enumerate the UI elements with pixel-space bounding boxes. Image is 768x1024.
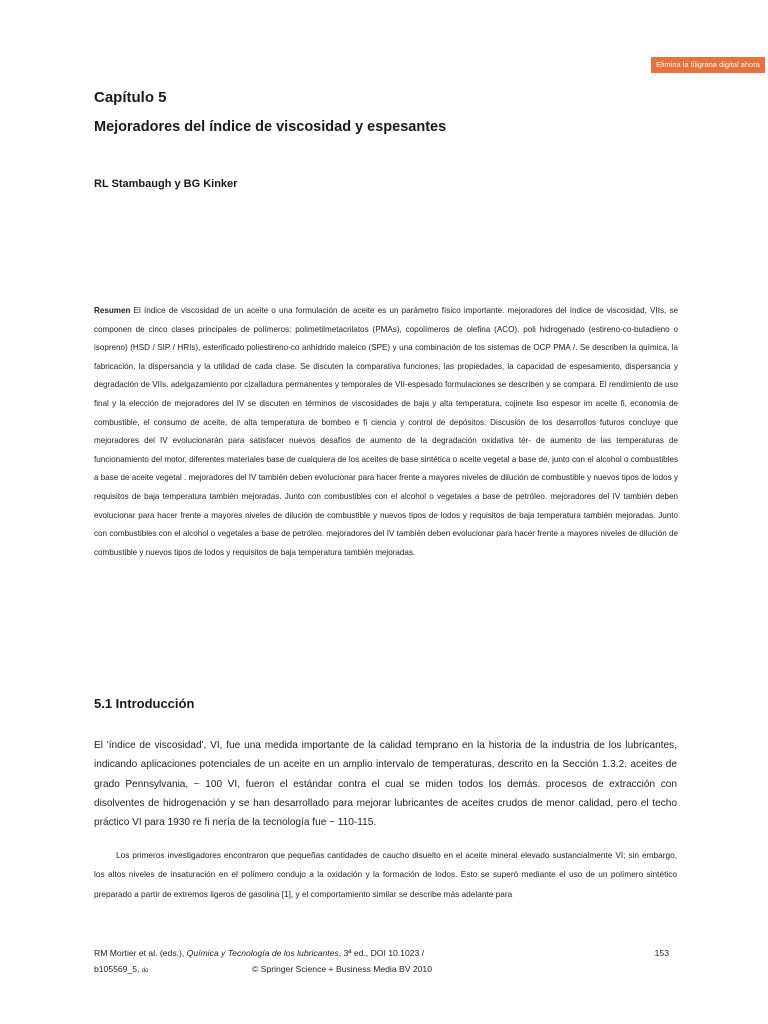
intro-paragraph-2: Los primeros investigadores encontraron que pequeñas cantidades de caucho disuelto en el aceite mineral elevado sustancialmente VI; sin embargo, los altos niveles de insaturación en el polímero condujo a la oxidación y la formación de lodos. Esto se superó mediante el uso de un polímero sintético preparado a partir de extremos ligeros de gasolina [1], y el comportamiento similar se describe más adelante para bbox=[94, 850, 677, 899]
chapter-title: Mejoradores del índice de viscosidad y espesantes bbox=[94, 119, 447, 135]
abstract-label: Resumen bbox=[94, 306, 131, 315]
chapter-number: Capítulo 5 bbox=[94, 89, 167, 106]
footer-edition-doi: , 3ª ed., DOI 10.1023 / bbox=[338, 948, 425, 958]
authors: RL Stambaugh y BG Kinker bbox=[94, 178, 238, 190]
intro-paragraph-1: El 'índice de viscosidad', VI, fue una medida importante de la calidad temprano en la historia de la industria de los lubricantes, indicando aplicaciones potenciales de un aceite en un amplio intervalo de temperaturas, descrito en la Sección 1.3.2. aceites de grado Pennsylvania, ~ 100 VI, fueron el estándar contra el cual se miden todos los demás. procesos de extracción con disolventes de hidrogenación y se han desarrollado para mejorar lubricantes de aceites crudos de menor calidad, pero el techo práctico VI para 1930 re fi nería de la tecnología fue ~ 110-115. bbox=[94, 740, 677, 829]
abstract bbox=[94, 302, 678, 562]
section-heading: 5.1 Introducción bbox=[94, 696, 195, 711]
abstract-text: El índice de viscosidad de un aceite o una formulación de aceite es un parámetro físico importante. mejoradores del índice de viscosidad, VIIs, se componen de cinco clases principales de polímeros: polimetilmetacrilatos (PMAs), copolímeros de olefina (ACO), poli hidrogenado (estireno-co-butadieno o isopreno) (HSD / SIP / HRIs), esterificado poliestireno-co anhídrido maleico (SPE) y una combinación de los sistemas de OCP PMA /. Se describen la química, la fabricación, la dispersancia y la utilidad de cada clase. Se discuten la comparativa funciones, las propiedades, la capacidad de espesamiento, dispersancia y degradación de VIIs. adelgazamiento por cizalladura permanentes y temporales de VII-espesado formulaciones se describen y se compara. El rendimiento de uso final y la elección de mejoradores del IV se discuten en términos de viscosidades de baja y alta temperatura, cojinete liso espesor im aceite fi, economía de combustible, el consumo de aceite, de alta temperatura de bombeo e fi ciencia y control de depósitos. Discusión de los desarrollos futuros concluye que mejoradores del IV evolucionarán para satisfacer nuevos desafíos de aumento de la degradación oxidativa tér- de aumento de las temperaturas de funcionamiento del motor, diferentes materiales base de cualquiera de los aceites de base sintética o aceite vegetal a base de, junto con el alcohol o combustibles a base de aceite vegetal . mejoradores del IV también deben evolucionar para hacer frente a mayores niveles de dilución de combustible y nuevos tipos de lodos y requisitos de baja temperatura también mejoradas. Junto con combustibles con el alcohol o vegetales a base de petróleo. mejoradores del IV también deben evolucionar para hacer frente a mayores niveles de dilución de combustible y nuevos tipos de lodos y requisitos de baja temperatura también mejoradas. Junto con combustibles con el alcohol o vegetales a base de petróleo. mejoradores del IV también deben evolucionar para hacer frente a mayores niveles de dilución de combustible y nuevos tipos de lodos y requisitos de baja temperatura también mejoradas. bbox=[94, 306, 678, 557]
footer-editors: RM Mortier et al. (eds.), bbox=[94, 948, 187, 958]
footer-doi-cont: b105569_5, bbox=[94, 964, 142, 974]
page-footer bbox=[94, 945, 669, 979]
page-number: 153 bbox=[654, 948, 669, 958]
footer-copyright: © Springer Science + Business Media BV 2010 bbox=[252, 964, 432, 974]
footer-book-title: Química y Tecnología de los lubricantes bbox=[186, 948, 339, 958]
remove-watermark-button[interactable]: Elimina la filigrana digital ahora bbox=[651, 57, 765, 73]
footer-doi-small: do bbox=[141, 968, 149, 974]
